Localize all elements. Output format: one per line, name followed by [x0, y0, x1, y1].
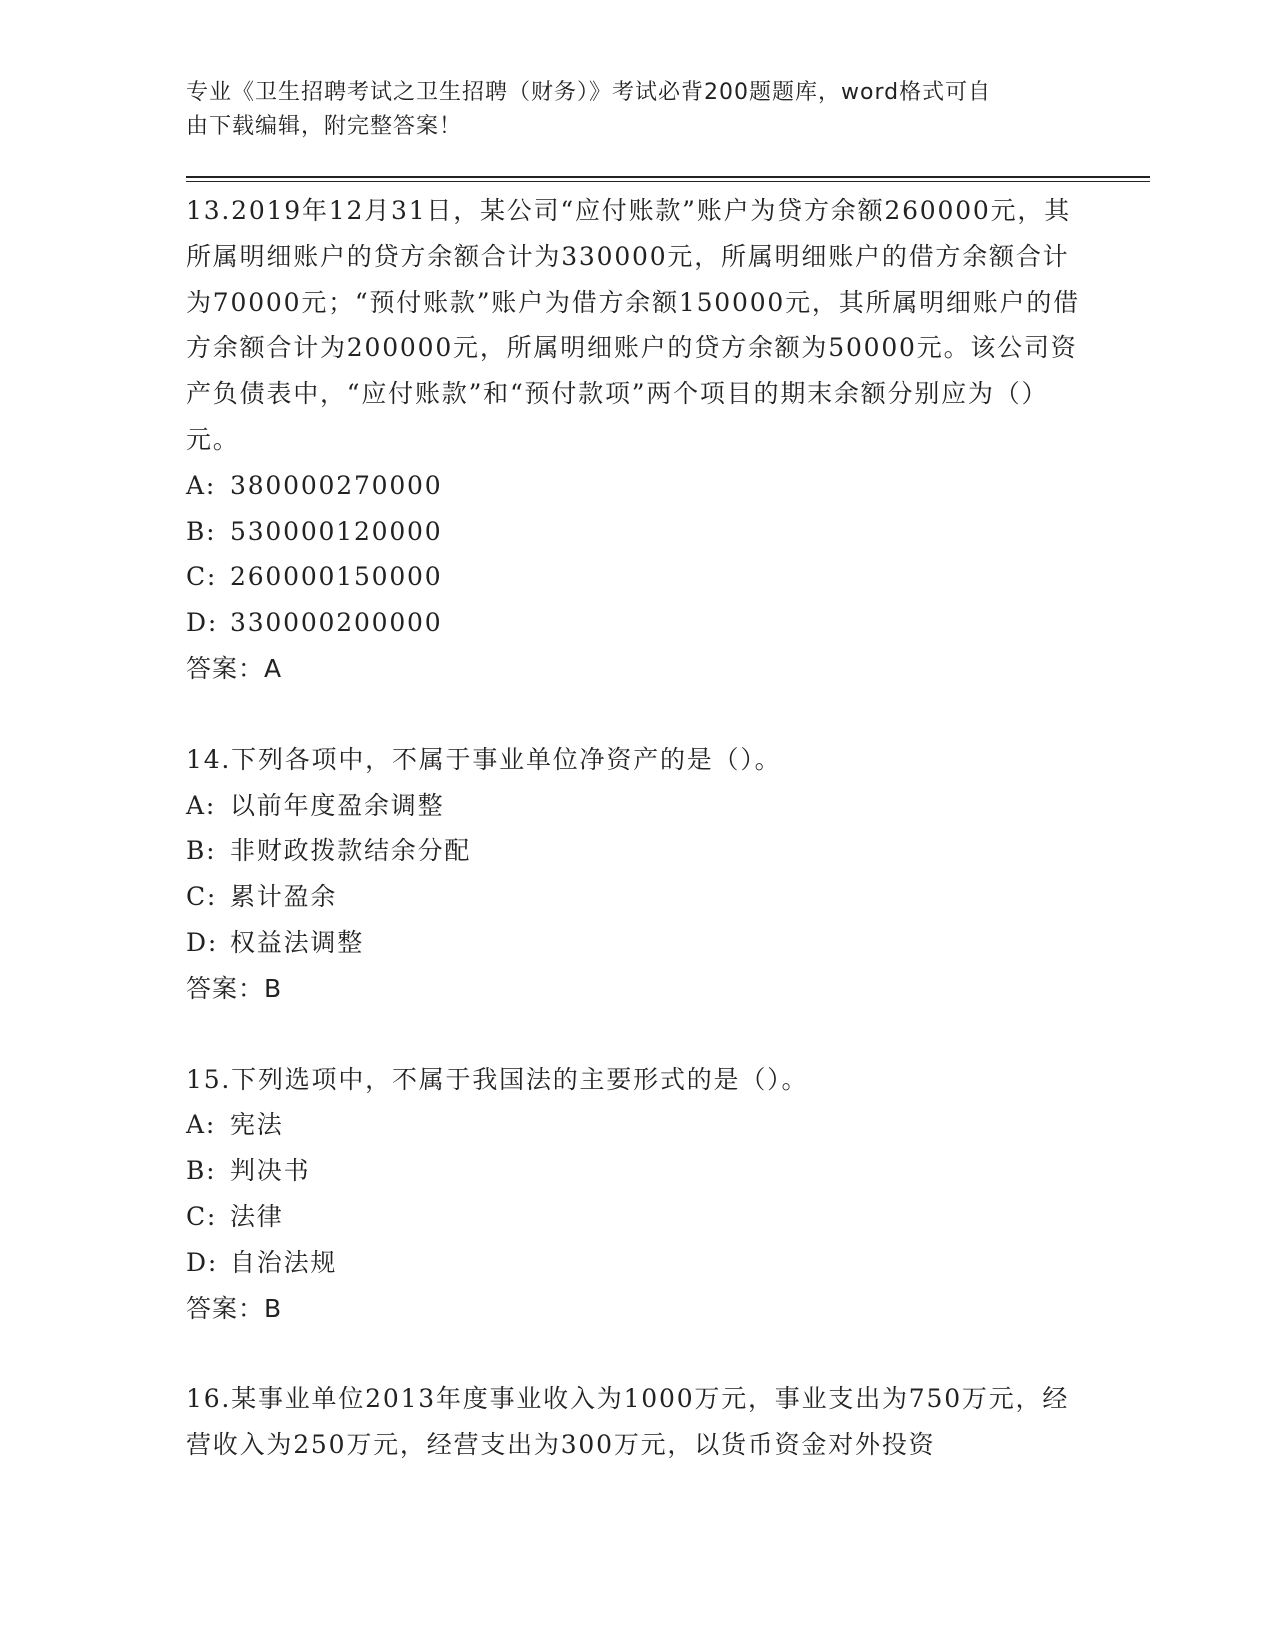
option-text: 380000270000: [230, 470, 443, 500]
option-d: [186, 600, 1086, 646]
answer-label: 答案：A: [186, 653, 283, 683]
option-b: [186, 828, 1086, 874]
header-divider-thin: [186, 181, 1150, 182]
option-letter: C:: [186, 1201, 218, 1231]
question-stem: 15.下列选项中，不属于我国法的主要形式的是（）。: [186, 1064, 809, 1094]
option-text: 累计盈余: [230, 882, 338, 912]
option-letter: D:: [186, 927, 219, 957]
option-text: 330000200000: [230, 608, 443, 638]
option-letter: A:: [186, 1110, 217, 1140]
option-c: [186, 874, 1086, 920]
option-text: 非财政拨款结余分配: [230, 836, 472, 866]
option-b: [186, 1148, 1086, 1194]
option-text: 自治法规: [230, 1247, 338, 1277]
answer-label: 答案：B: [186, 1293, 283, 1323]
option-text: 权益法调整: [230, 927, 365, 957]
question-16: [186, 1376, 1086, 1468]
option-letter: D:: [186, 1247, 219, 1277]
option-d: [186, 1240, 1086, 1286]
option-text: 530000120000: [230, 516, 443, 546]
option-a: [186, 783, 1086, 829]
header-line-2: 由下载编辑，附完整答案！: [186, 114, 463, 139]
document-header: [186, 76, 1066, 144]
header-divider-thick: [186, 176, 1150, 178]
option-c: [186, 554, 1086, 600]
option-text: 宪法: [230, 1110, 284, 1140]
option-a: [186, 463, 1086, 509]
option-text: 法律: [230, 1201, 284, 1231]
question-stem: 16.某事业单位2013年度事业收入为1000万元，事业支出为750万元，经营收入为250万元，经营支出为300万元，以货币资金对外投资: [186, 1384, 1070, 1460]
option-b: [186, 509, 1086, 555]
option-letter: A:: [186, 470, 217, 500]
option-letter: B:: [186, 836, 217, 866]
answer-label: 答案：B: [186, 973, 283, 1003]
question-stem: 13.2019年12月31日，某公司“应付账款”账户为贷方余额260000元，其所属明细账户的贷方余额合计为330000元，所属明细账户的借方余额合计为70000元；“预付账款”账户为借方余额150000元，其所属明细账户的借方余额合计为200000元，所属明细账户的贷方余额为50000元。该公司资产负债表中，“应付账款”和“预付款项”两个项目的期末余额分别应为（）元。: [186, 196, 1080, 454]
option-text: 判决书: [230, 1156, 311, 1186]
option-letter: B:: [186, 516, 217, 546]
option-d: [186, 920, 1086, 966]
option-letter: C:: [186, 882, 218, 912]
option-letter: D:: [186, 608, 219, 638]
option-c: [186, 1194, 1086, 1240]
option-text: 260000150000: [230, 562, 443, 592]
option-letter: C:: [186, 562, 218, 592]
question-stem: 14.下列各项中，不属于事业单位净资产的是（）。: [186, 744, 782, 774]
option-text: 以前年度盈余调整: [230, 790, 445, 820]
question-13: [186, 188, 1086, 692]
question-15: [186, 1057, 1086, 1332]
option-a: [186, 1102, 1086, 1148]
option-letter: A:: [186, 790, 217, 820]
question-14: [186, 737, 1086, 1012]
header-line-1: 专业《卫生招聘考试之卫生招聘（财务）》考试必背200题题库，word格式可自: [186, 80, 992, 105]
option-letter: B:: [186, 1156, 217, 1186]
question-list: [186, 188, 1086, 1513]
